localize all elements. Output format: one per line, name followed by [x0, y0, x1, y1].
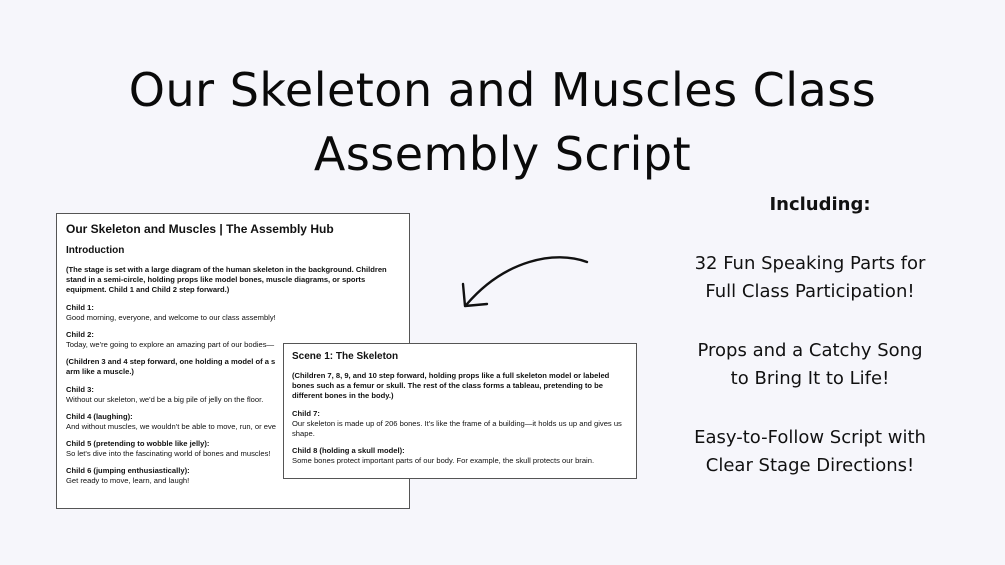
- section-heading: Scene 1: The Skeleton: [292, 351, 399, 362]
- feature-line: Clear Stage Directions!: [705, 455, 915, 476]
- speaker-label: Child 1:: [66, 303, 94, 312]
- speaker-line: Our skeleton is made up of 206 bones. It's like the frame of a building—it holds us up and gives us shape.: [292, 419, 622, 438]
- title-line-2: Assembly Script: [313, 127, 692, 181]
- speaker-line: Good morning, everyone, and welcome to our class assembly!: [66, 313, 276, 322]
- script-page-preview-2: [283, 343, 637, 479]
- feature-line: to Bring It to Life!: [730, 368, 890, 389]
- title-line-1: Our Skeleton and Muscles Class: [128, 63, 877, 117]
- feature-line: Props and a Catchy Song: [697, 340, 923, 361]
- feature-props-song: [640, 337, 980, 393]
- script-heading: Our Skeleton and Muscles | The Assembly Hub: [66, 222, 334, 236]
- speaker-label: Child 2:: [66, 330, 94, 339]
- speaker-label: Child 5 (pretending to wobble like jelly):: [66, 439, 210, 448]
- page-title: [0, 58, 1005, 186]
- speaker-line: So let's dive into the fascinating world of bones and muscles!: [66, 449, 271, 458]
- speaker-label: Child 7:: [292, 409, 320, 418]
- curved-arrow-icon: [455, 248, 595, 318]
- speaker-line: Some bones protect important parts of our body. For example, the skull protects our brain.: [292, 456, 595, 465]
- feature-stage-directions: [640, 424, 980, 480]
- stage-direction: (Children 3 and 4 step forward, one holding a model of a s arm like a muscle.): [66, 357, 276, 376]
- speaker-line: Today, we're going to explore an amazing part of our bodies—: [66, 340, 275, 349]
- feature-speaking-parts: [640, 250, 980, 306]
- speaker-line: Without our skeleton, we'd be a big pile of jelly on the floor.: [66, 395, 264, 404]
- speaker-line: And without muscles, we wouldn't be able to move, run, or eve: [66, 422, 276, 431]
- including-label: Including:: [769, 194, 871, 215]
- feature-line: Easy-to-Follow Script with: [694, 427, 926, 448]
- speaker-line: Get ready to move, learn, and laugh!: [66, 476, 190, 485]
- speaker-label: Child 4 (laughing):: [66, 412, 133, 421]
- speaker-label: Child 6 (jumping enthusiastically):: [66, 466, 190, 475]
- speaker-label: Child 3:: [66, 385, 94, 394]
- feature-line: 32 Fun Speaking Parts for: [694, 253, 926, 274]
- stage-direction: (Children 7, 8, 9, and 10 step forward, holding props like a full skeleton model or labeled bones such as a femur or skull. The rest of the class forms a tableau, pretending to be different bones in the body.): [292, 371, 610, 400]
- speaker-label: Child 8 (holding a skull model):: [292, 446, 405, 455]
- stage-direction: (The stage is set with a large diagram of the human skeleton in the background. Children stand in a semi-circle, holding props like model bones, muscle diagrams, or sports equipment. Child 1 and Child 2 step forward.): [66, 265, 387, 294]
- feature-line: Full Class Participation!: [705, 281, 915, 302]
- section-heading: Introduction: [66, 245, 125, 256]
